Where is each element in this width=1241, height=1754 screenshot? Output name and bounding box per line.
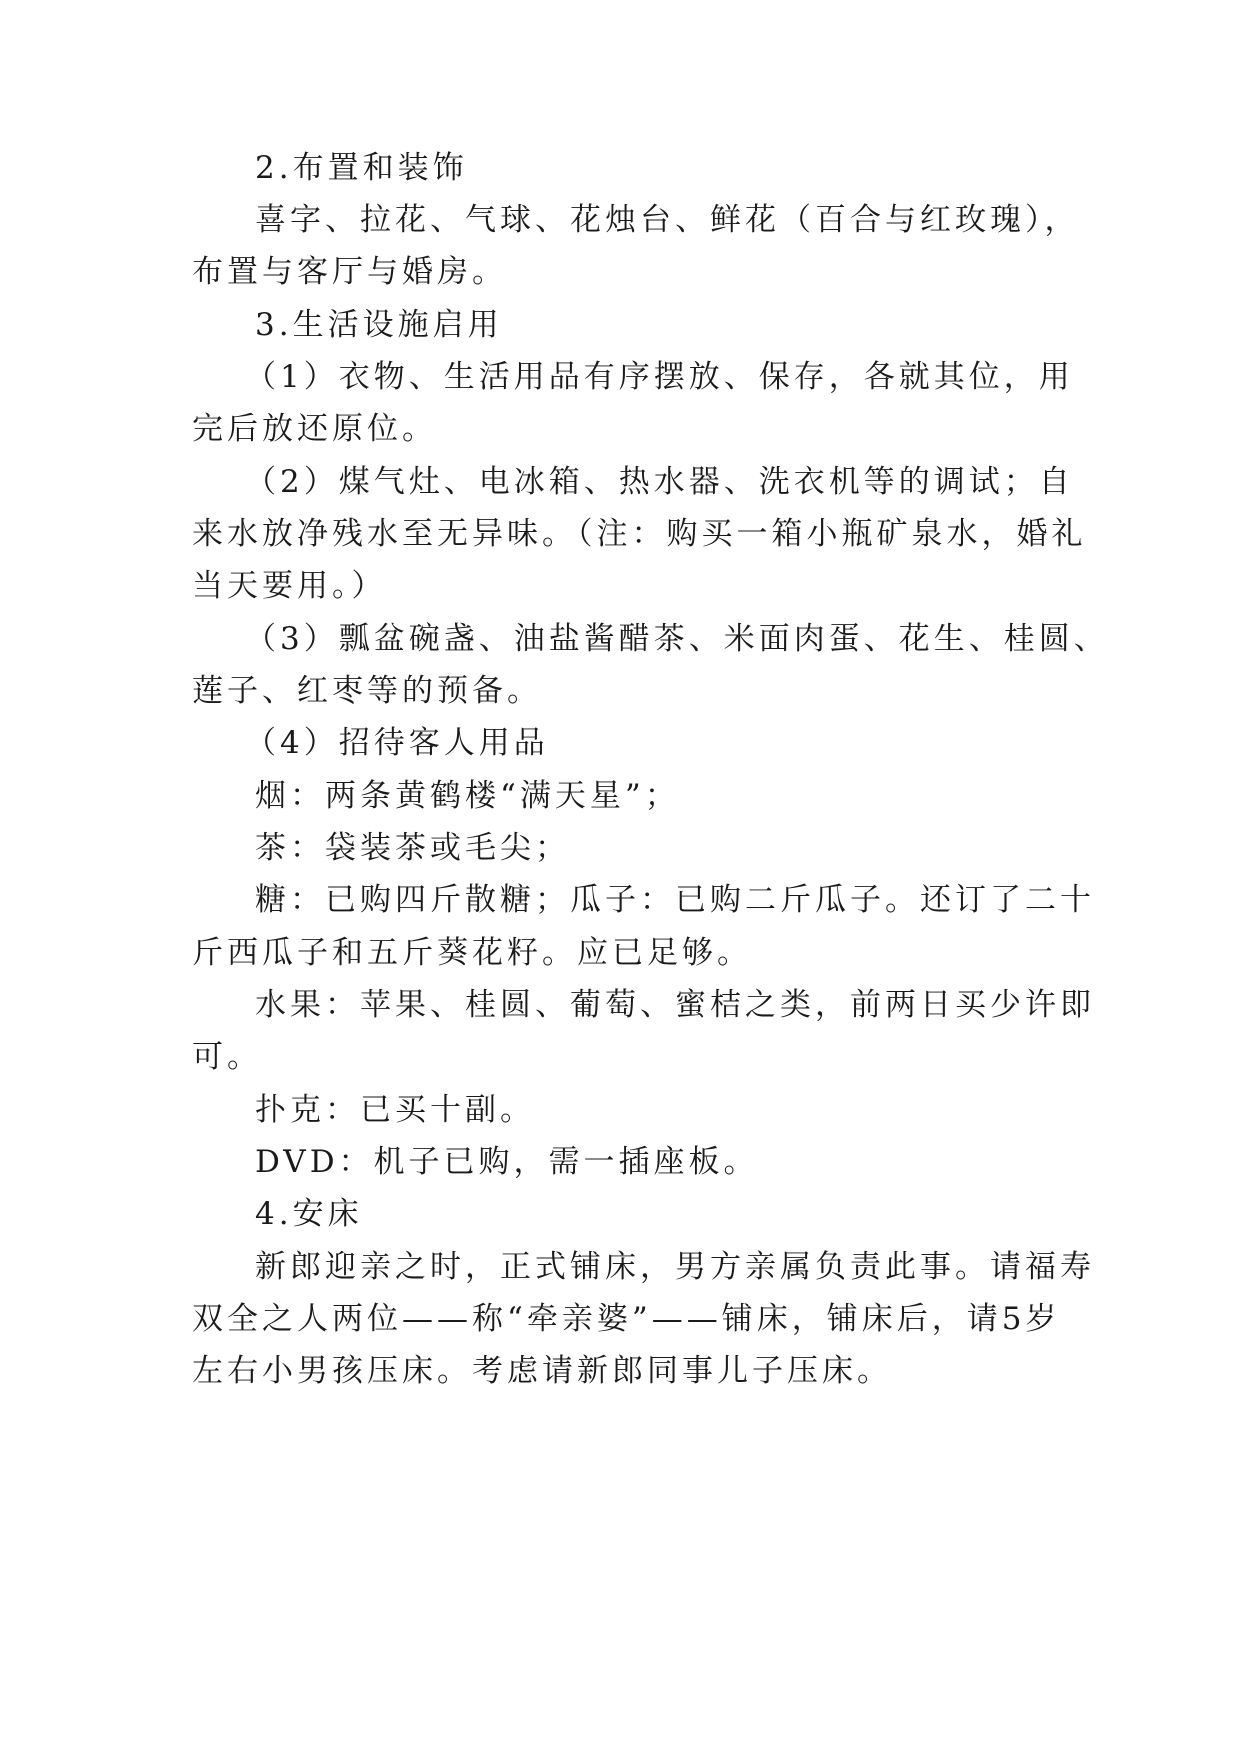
paragraph-line: 新郎迎亲之时，正式铺床，男方亲属负责此事。请福寿 [255, 1249, 1095, 1285]
paragraph-line: 可。 [192, 1039, 262, 1075]
paragraph-line: （3）瓢盆碗盏、油盐酱醋茶、米面肉蛋、花生、桂圆、 [245, 621, 1109, 657]
paragraph-line: 烟：两条黄鹤楼“满天星”； [255, 778, 680, 814]
paragraph-line: 糖：已购四斤散糖；瓜子：已购二斤瓜子。还订了二十 [255, 882, 1095, 918]
paragraph-line: 布置与客厅与婚房。 [192, 254, 507, 290]
paragraph-line: 左右小男孩压床。考虑请新郎同事儿子压床。 [192, 1353, 892, 1389]
paragraph-line: 完后放还原位。 [192, 411, 437, 447]
paragraph-line: 来水放净残水至无异味。（注：购买一箱小瓶矿泉水，婚礼 [192, 516, 1087, 552]
paragraph-line: 扑克：已买十副。 [255, 1092, 535, 1128]
paragraph-line: 当天要用。） [192, 568, 387, 604]
paragraph-line: 水果：苹果、桂圆、葡萄、蜜桔之类，前两日买少许即 [255, 987, 1095, 1023]
paragraph-line: DVD：机子已购，需一插座板。 [255, 1144, 759, 1180]
heading-facilities: 3.生活设施启用 [255, 307, 503, 343]
subheading-guest-items: （4）招待客人用品 [245, 725, 549, 761]
paragraph-line: 斤西瓜子和五斤葵花籽。应已足够。 [192, 935, 752, 971]
paragraph-line: 茶：袋装茶或毛尖； [255, 830, 570, 866]
paragraph-line: （1）衣物、生活用品有序摆放、保存，各就其位，用 [245, 359, 1074, 395]
heading-decoration: 2.布置和装饰 [255, 150, 468, 186]
heading-bed: 4.安床 [255, 1196, 363, 1232]
paragraph-line: 双全之人两位——称“牵亲婆”——铺床，铺床后，请5岁 [192, 1301, 1061, 1337]
paragraph-line: 莲子、红枣等的预备。 [192, 673, 542, 709]
paragraph-line: （2）煤气灶、电冰箱、热水器、洗衣机等的调试；自 [245, 464, 1074, 500]
paragraph-line: 喜字、拉花、气球、花烛台、鲜花（百合与红玫瑰）， [255, 202, 1080, 238]
